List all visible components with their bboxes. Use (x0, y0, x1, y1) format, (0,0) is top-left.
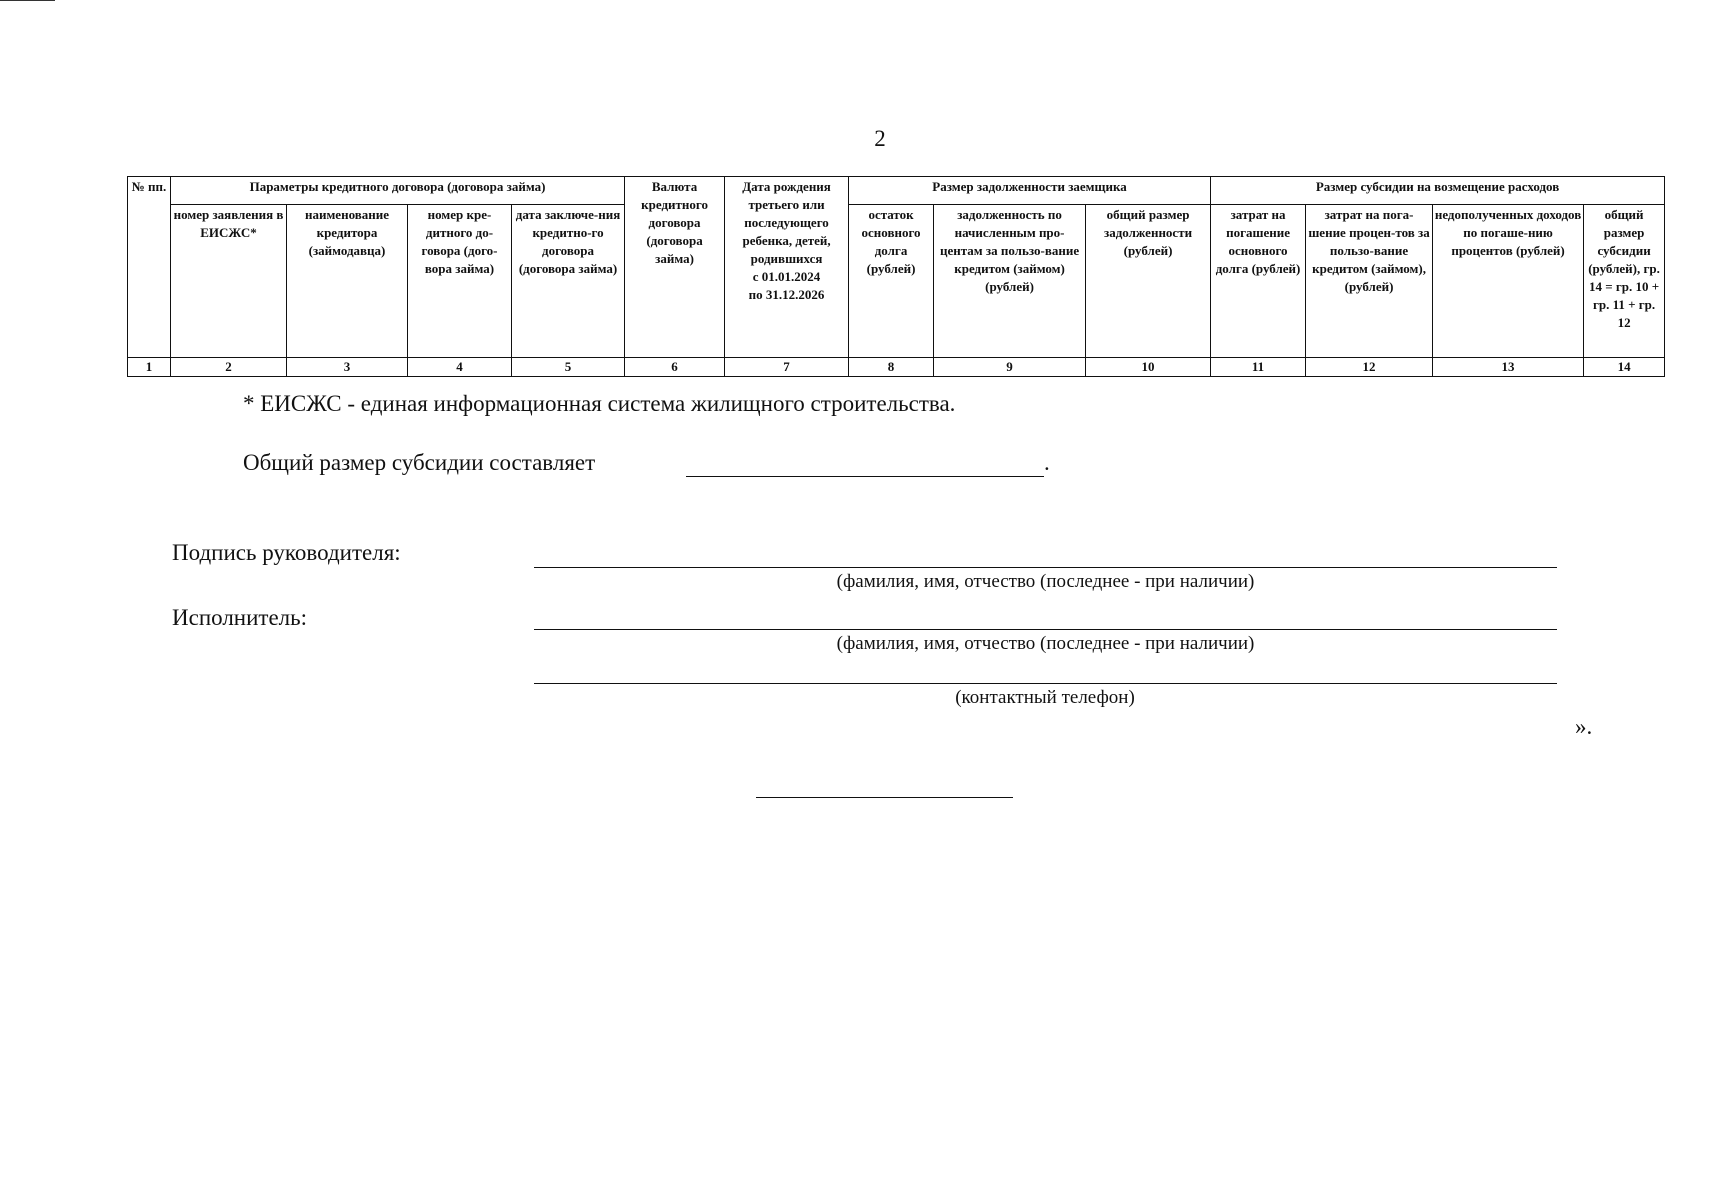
column-number: 7 (725, 358, 849, 377)
subheader-total-debt: общий размер задолженности (рублей) (1086, 205, 1211, 358)
subheader-interest-debt: задолженность по начисленным про-центам за пользо-вание кредитом (займом) (рублей) (934, 205, 1086, 358)
header-loan-params: Параметры кредитного договора (договора займа) (171, 177, 625, 205)
column-number: 11 (1211, 358, 1306, 377)
signature-label: Подпись руководителя: (172, 540, 401, 565)
signature-line[interactable] (534, 567, 1557, 568)
header-num: № пп. (128, 177, 171, 358)
column-number: 8 (849, 358, 934, 377)
header-currency: Валюта кредитного договора (договора займа) (625, 177, 725, 358)
phone-line[interactable] (534, 683, 1557, 684)
scan-edge-mark (0, 0, 55, 1)
subheader-principal-balance: остаток основного долга (рублей) (849, 205, 934, 358)
page-number: 2 (874, 126, 886, 151)
subheader-total-subsidy: общий размер субсидии (рублей), гр. 14 = гр. 10 + гр. 11 + гр. 12 (1584, 205, 1665, 358)
column-number: 10 (1086, 358, 1211, 377)
column-number: 12 (1306, 358, 1433, 377)
column-number: 2 (171, 358, 287, 377)
subheader-contract-date: дата заключе-ния кредитно-го договора (договора займа) (512, 205, 625, 358)
executor-caption: (фамилия, имя, отчество (последнее - при наличии) (836, 633, 1255, 654)
subheader-lost-income: недополученных доходов по погаше-нию процентов (рублей) (1433, 205, 1584, 358)
executor-label: Исполнитель: (172, 605, 308, 630)
end-separator-line (756, 797, 1013, 798)
column-number: 14 (1584, 358, 1665, 377)
column-number: 6 (625, 358, 725, 377)
header-debt: Размер задолженности заемщика (849, 177, 1211, 205)
subheader-interest-costs: затрат на пога-шение процен-тов за пользо-вание кредитом (займом), (рублей) (1306, 205, 1433, 358)
subsidy-table (127, 176, 1665, 377)
header-birth-date: Дата рождения третьего или последующего ребенка, детей, родившихся с 01.01.2024 по 31.12.2026 (725, 177, 849, 358)
column-number: 4 (408, 358, 512, 377)
closing-quote: ». (1575, 714, 1593, 739)
header-subsidy: Размер субсидии на возмещение расходов (1211, 177, 1665, 205)
column-number: 3 (287, 358, 408, 377)
signature-caption: (фамилия, имя, отчество (последнее - при наличии) (836, 571, 1255, 592)
column-number: 13 (1433, 358, 1584, 377)
total-subsidy-field[interactable] (686, 476, 1044, 477)
column-number: 1 (128, 358, 171, 377)
subheader-application-number: номер заявления в ЕИСЖС* (171, 205, 287, 358)
total-subsidy-end: . (1044, 450, 1050, 475)
subheader-principal-costs: затрат на погашение основного долга (рублей) (1211, 205, 1306, 358)
phone-caption: (контактный телефон) (955, 687, 1135, 708)
executor-name-line[interactable] (534, 629, 1557, 630)
subheader-contract-number: номер кре-дитного до-говора (дого-вора займа) (408, 205, 512, 358)
subheader-creditor-name: наименование кредитора (займодавца) (287, 205, 408, 358)
column-number: 5 (512, 358, 625, 377)
footnote: * ЕИСЖС - единая информационная система жилищного строительства. (243, 391, 956, 416)
column-number: 9 (934, 358, 1086, 377)
total-subsidy-label: Общий размер субсидии составляет (243, 450, 596, 475)
